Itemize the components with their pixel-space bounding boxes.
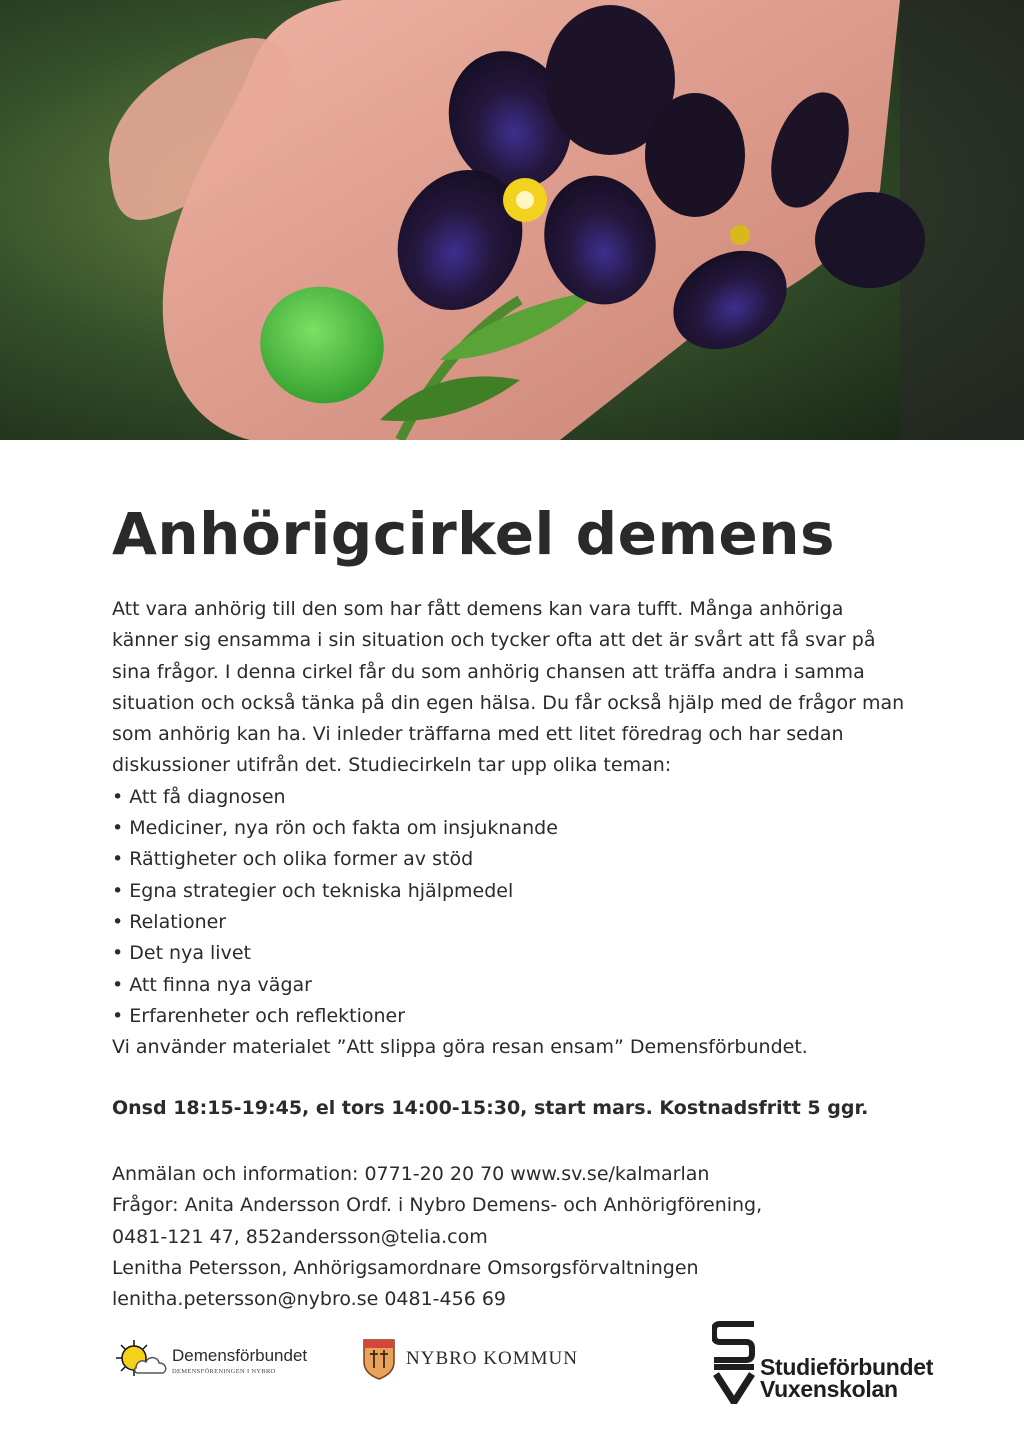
nybro-kommun-logo: [362, 1338, 592, 1382]
demens-logo-subtitle: DEMENSFÖRENINGEN I NYBRO: [172, 1368, 276, 1375]
schedule-line: Onsd 18:15-19:45, el tors 14:00-15:30, start mars. Kostnadsfritt 5 ggr.: [112, 1097, 869, 1119]
list-item: • Egna strategier och tekniska hjälpmedel: [112, 876, 912, 907]
list-item: • Erfarenheter och reflektioner: [112, 1001, 912, 1032]
sv-emblem-icon: [712, 1320, 758, 1404]
contact-line: Lenitha Petersson, Anhörigsamordnare Omsorgsförvaltningen: [112, 1256, 699, 1279]
hero-image: [0, 0, 1024, 440]
list-item: • Det nya livet: [112, 938, 912, 969]
sv-logo-line2: Vuxenskolan: [760, 1376, 898, 1402]
page-title: Anhörigcirkel demens: [112, 500, 836, 568]
topic-list: [112, 782, 912, 1032]
demens-logo-name: Demensförbundet: [172, 1346, 308, 1365]
material-note: Vi använder materialet ”Att slippa göra resan ensam” Demensförbundet.: [112, 1036, 808, 1059]
hero-photo-illustration: [0, 0, 1024, 440]
body-text: [112, 594, 912, 1063]
list-item: • Att få diagnosen: [112, 782, 912, 813]
coat-of-arms-icon: [362, 1338, 396, 1380]
logo-row: [0, 1320, 1024, 1410]
list-item: • Mediciner, nya rön och fakta om insjuknande: [112, 813, 912, 844]
nybro-logo-name: NYBRO KOMMUN: [406, 1348, 578, 1369]
list-item: • Att finna nya vägar: [112, 970, 912, 1001]
list-item: • Rättigheter och olika former av stöd: [112, 844, 912, 875]
contact-line: lenitha.petersson@nybro.se 0481-456 69: [112, 1288, 507, 1311]
sun-cloud-icon: [114, 1338, 170, 1382]
list-item: • Relationer: [112, 907, 912, 938]
intro-paragraph: Att vara anhörig till den som har fått demens kan vara tufft. Många anhöriga känner sig ensamma i sin situation och tycker ofta att det är svårt att få svar på sina frågor. I denna cirkel får du som anhörig chansen att träffa andra i samma situation och också tänka på din egen hälsa. Du får också hjälp med de frågor man som anhörig kan ha. Vi inleder träffarna med ett litet föredrag och har sedan diskussioner utifrån det. Studiecirkeln tar upp olika teman:: [112, 598, 905, 777]
contact-line: Frågor: Anita Andersson Ordf. i Nybro Demens- och Anhörigförening,: [112, 1194, 763, 1217]
demensforbundet-logo: [114, 1334, 314, 1384]
contact-line: Anmälan och information: 0771-20 20 70 www.sv.se/kalmarlan: [112, 1163, 710, 1185]
contact-info: [112, 1159, 912, 1315]
sv-logo-line1: Studieförbundet: [760, 1354, 934, 1380]
sv-logo: [712, 1320, 992, 1404]
contact-line: 0481-121 47, 852andersson@telia.com: [112, 1225, 488, 1248]
